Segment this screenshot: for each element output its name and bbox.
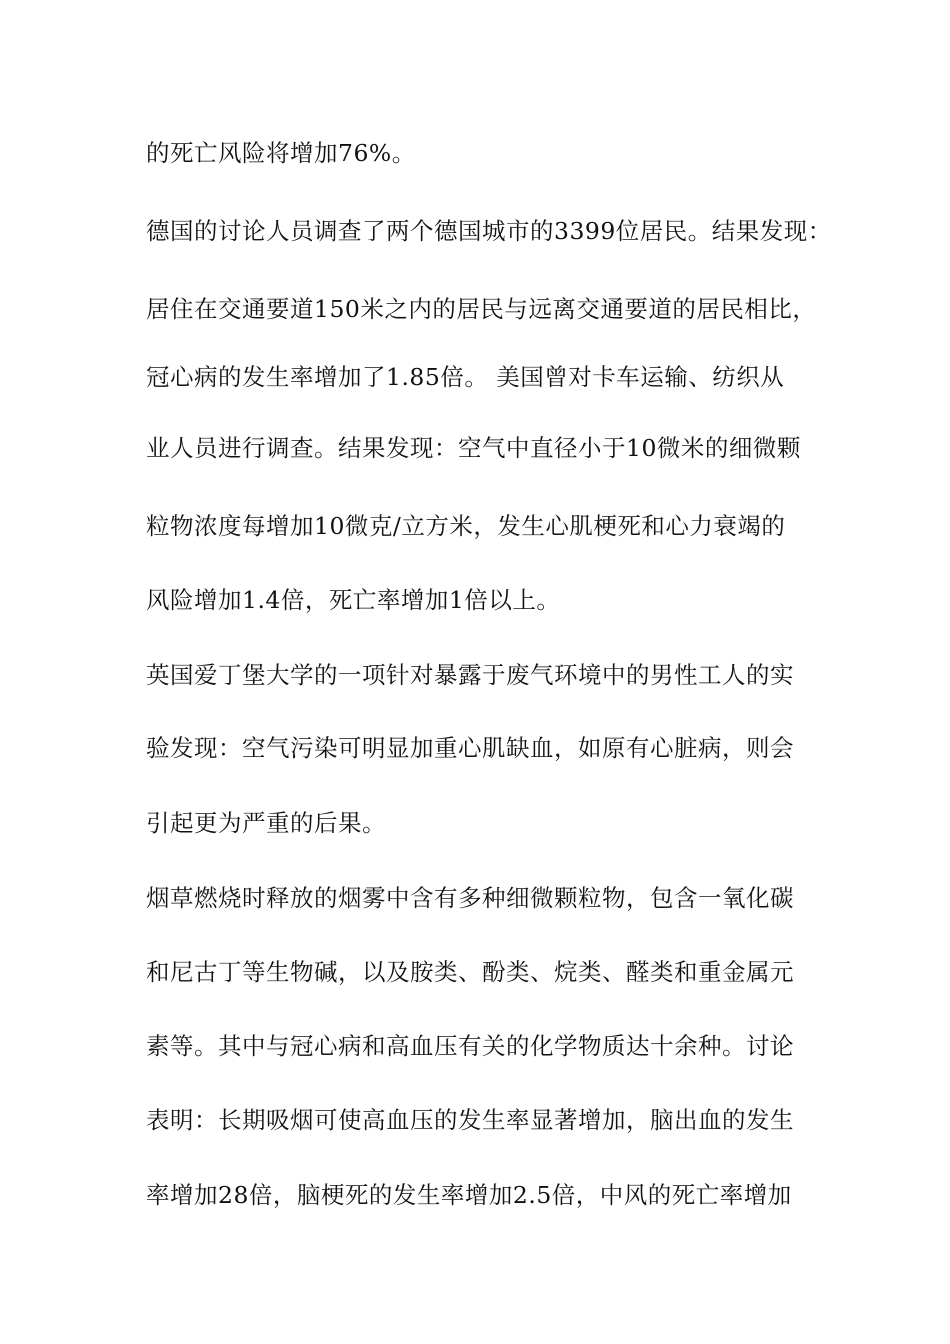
text-line: 居住在交通要道150米之内的居民与远离交通要道的居民相比，: [146, 295, 817, 323]
text-line: 粒物浓度每增加10微克/立方米，发生心肌梗死和心力衰竭的: [146, 512, 786, 540]
text-line: 的死亡风险将增加76%。: [146, 139, 416, 167]
text-line: 表明：长期吸烟可使高血压的发生率显著增加，脑出血的发生: [146, 1106, 794, 1134]
text-line: 冠心病的发生率增加了1.85倍。 美国曾对卡车运输、纺织从: [146, 363, 785, 391]
text-line: 德国的讨论人员调查了两个德国城市的3399位居民。结果发现：: [146, 217, 832, 245]
text-line: 和尼古丁等生物碱，以及胺类、酚类、烷类、醛类和重金属元: [146, 958, 794, 986]
text-line: 引起更为严重的后果。: [146, 809, 386, 837]
text-line: 率增加28倍，脑梗死的发生率增加2.5倍，中风的死亡率增加: [146, 1181, 792, 1209]
text-line: 业人员进行调查。结果发现：空气中直径小于10微米的细微颗: [146, 434, 801, 462]
text-line: 验发现：空气污染可明显加重心肌缺血，如原有心脏病，则会: [146, 734, 794, 762]
text-line: 英国爱丁堡大学的一项针对暴露于废气环境中的男性工人的实: [146, 661, 794, 689]
text-line: 风险增加1.4倍，死亡率增加1倍以上。: [146, 586, 561, 614]
text-line: 素等。其中与冠心病和高血压有关的化学物质达十余种。讨论: [146, 1032, 794, 1060]
text-line: 烟草燃烧时释放的烟雾中含有多种细微颗粒物，包含一氧化碳: [146, 884, 794, 912]
